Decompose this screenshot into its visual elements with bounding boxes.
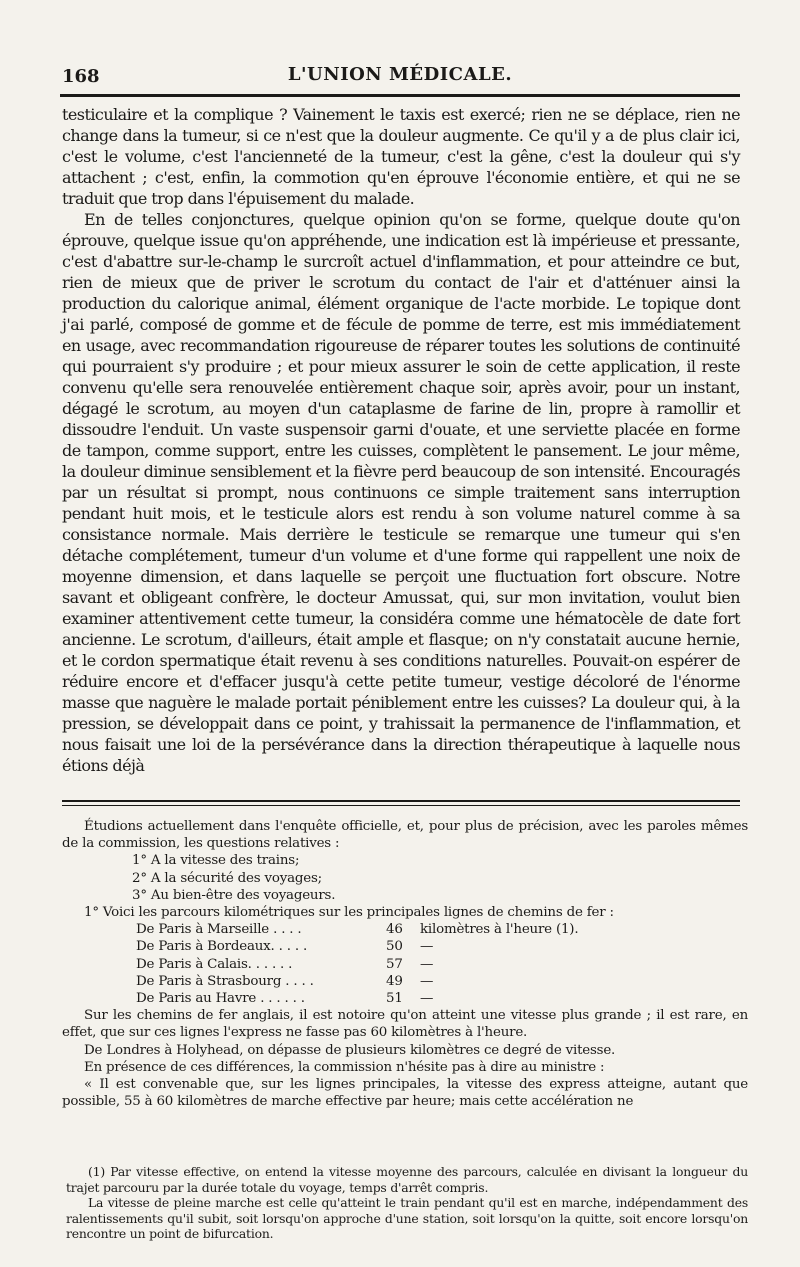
footnotes <box>66 1164 748 1242</box>
table-intro: 1° Voici les parcours kilométriques sur les principales lignes de chemins de fer : <box>84 905 614 921</box>
paragraph-2: En de telles conjonctures, quelque opinion qu'on se forme, quelque doute qu'on éprouve, quelque issue qu'on appréhende, une indication est là impérieuse et pressante, c'est d'abattre sur-le-champ le surcroît actuel d'inflammation, et pour atteindre ce but, rien de mieux que de priver le scrotum du contact de l'air et d'atténuer ainsi la production du calorique animal, élément organique de l'acte morbide. Le topique dont j'ai parlé, composé de gomme et de fécule de pomme de terre, est mis immédiatement en usage, avec recommandation rigoureuse de réparer toutes les solutions de continuité qui pourraient s'y produire ; et pour mieux assurer le soin de cette application, il reste convenu qu'elle sera renouvelée entièrement chaque soir, après avoir, pour un instant, dégagé le scrotum, au moyen d'un cataplasme de farine de lin, propre à ramollir et dissoudre l'enduit. Un vaste suspensoir garni d'ouate, et une serviette placée en forme de tampon, comme support, entre les cuisses, complètent le pansement. Le jour même, la douleur diminue sensiblement et la fièvre perd beaucoup de son intensité. Encouragés par un résultat si prompt, nous continuons ce simple traitement sans interruption pendant huit mois, et le testicule alors est rendu à son volume naturel comme à sa consistance normale. Mais derrière le testicule se remarque une tumeur qui s'en détache complétement, tumeur d'un volume et d'une forme qui rappellent une noix de moyenne dimension, et dans laquelle se perçoit une fluctuation fort obscure. Notre savant et obligeant confrère, le docteur Amussat, qui, sur mon invitation, voulut bien examiner attentivement cette tumeur, la considéra comme une hématocèle de date fort ancienne. Le scrotum, d'ailleurs, était ample et flasque; on n'y constatait aucune hernie, et le cordon spermatique était revenu à ses conditions naturelles. Pouvait-on espérer de réduire encore et d'effacer jusqu'à cette petite tumeur, vestige décoloré de l'énorme masse que naguère le malade portait péniblement entre les cuisses? La douleur qui, à la pression, se développait dans ce point, y trahissait la permanence de l'inflammation, et nous faisait une loi de la persévérance dans la direction thérapeutique à laquelle nous étions déjà <box>62 210 740 775</box>
question-3: 3° Au bien-être des voyageurs. <box>132 887 336 903</box>
table-row <box>136 973 748 990</box>
table-row <box>136 938 748 955</box>
section-divider <box>62 800 740 806</box>
question-1: 1° A la vitesse des trains; <box>132 853 300 869</box>
route-name: De Paris au Havre . . . . . . <box>136 990 305 1006</box>
page-header <box>62 64 738 90</box>
table-row <box>136 921 748 938</box>
header-rule <box>60 94 740 97</box>
table-row <box>136 956 748 973</box>
speed-table <box>136 921 748 1007</box>
route-speed: 49 <box>386 973 403 989</box>
question-2: 2° A la sécurité des voyages; <box>132 870 322 886</box>
page-number: 168 <box>62 66 100 87</box>
railway-section <box>62 818 748 1110</box>
route-name: De Paris à Calais. . . . . . <box>136 956 293 972</box>
main-article <box>62 104 740 776</box>
footnote-1: (1) Par vitesse effective, on entend la vitesse moyenne des parcours, calculée en divisant la longueur du trajet parcouru par la durée totale du voyage, temps d'arrêt compris. <box>66 1164 748 1195</box>
route-unit: — <box>420 990 434 1006</box>
footnote-2: La vitesse de pleine marche est celle qu'atteint le train pendant qu'il est en marche, indépendamment des ralentissements qu'il subit, soit lorsqu'on approche d'une station, soit lorsqu'on la quitte, soit encore lorsqu'on rencontre un point de bifurcation. <box>66 1195 748 1242</box>
route-unit: — <box>420 973 434 989</box>
route-name: De Paris à Marseille . . . . <box>136 922 302 938</box>
route-unit: kilomètres à l'heure (1). <box>420 922 579 938</box>
route-speed: 51 <box>386 990 403 1006</box>
route-speed: 50 <box>386 939 403 955</box>
route-name: De Paris à Strasbourg . . . . <box>136 973 314 989</box>
route-unit: — <box>420 956 434 972</box>
table-row <box>136 990 748 1007</box>
paragraph-commission: En présence de ces différences, la commission n'hésite pas à dire au ministre : <box>84 1059 605 1075</box>
section-intro: Étudions actuellement dans l'enquête officielle, et, pour plus de précision, avec les paroles mêmes de la commission, les questions relatives : <box>62 819 748 852</box>
paragraph-1: testiculaire et la complique ? Vainement le taxis est exercé; rien ne se déplace, rien ne change dans la tumeur, si ce n'est que la douleur augmente. Ce qu'il y a de plus clair ici, c'est le volume, c'est l'ancienneté de la tumeur, c'est la gêne, c'est la douleur qui s'y attachent ; c'est, enfin, la commotion qu'en éprouve l'économie entière, et qui ne se traduit que trop dans l'épuisement du malade. <box>62 105 740 208</box>
route-speed: 46 <box>386 922 403 938</box>
paragraph-quote: « Il est convenable que, sur les lignes principales, la vitesse des express atteigne, autant que possible, 55 à 60 kilomètres de marche effective par heure; mais cette accélération ne <box>62 1076 748 1110</box>
route-name: De Paris à Bordeaux. . . . . <box>136 939 308 955</box>
route-unit: — <box>420 939 434 955</box>
paragraph-english-lines: Sur les chemins de fer anglais, il est notoire qu'on atteint une vitesse plus grande ; il est rare, en effet, que sur ces lignes l'express ne fasse pas 60 kilomètres à l'heure. <box>62 1008 748 1041</box>
route-speed: 57 <box>386 956 403 972</box>
journal-title: L'UNION MÉDICALE. <box>287 64 513 85</box>
paragraph-holyhead: De Londres à Holyhead, on dépasse de plusieurs kilomètres ce degré de vitesse. <box>84 1042 616 1058</box>
